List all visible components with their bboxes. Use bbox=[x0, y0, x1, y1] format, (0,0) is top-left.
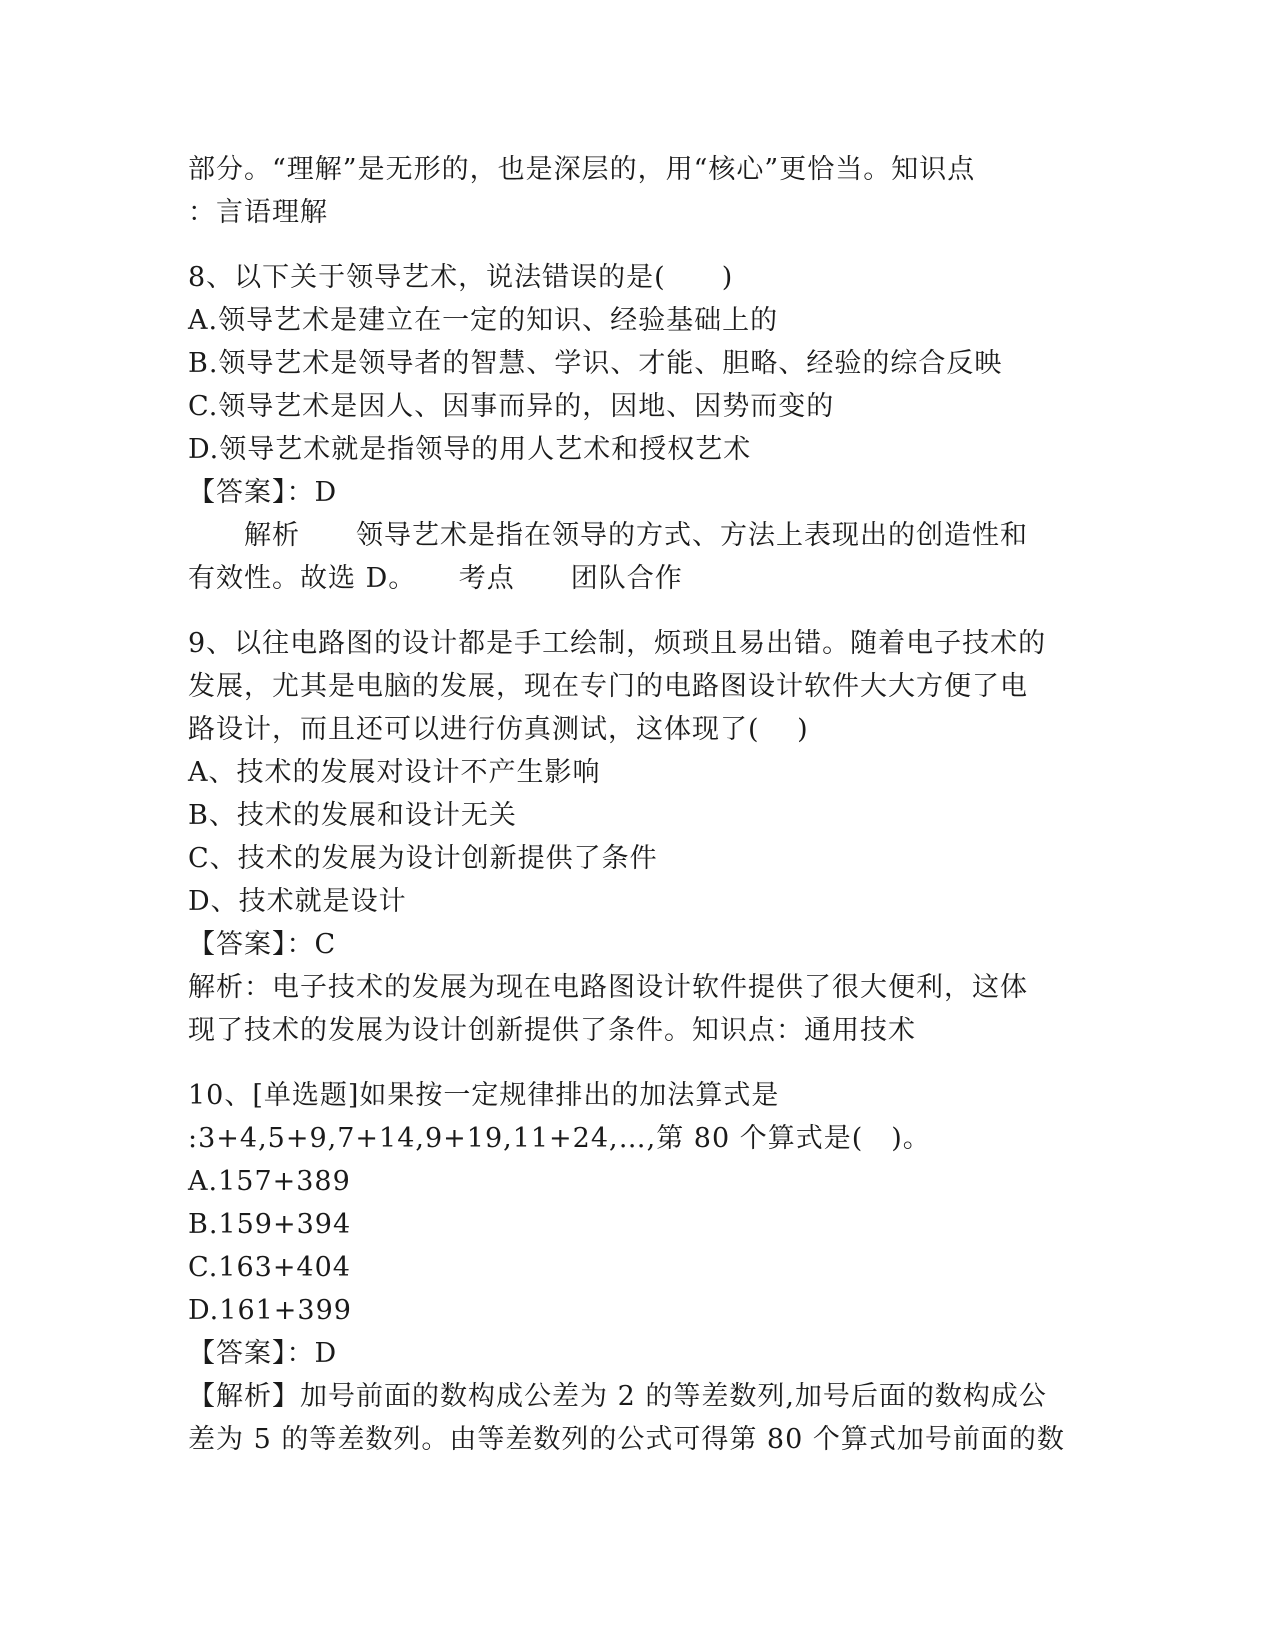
option-d: D.领导艺术就是指领导的用人艺术和授权艺术 bbox=[188, 434, 752, 465]
question-9 bbox=[188, 622, 1088, 1052]
option-b: B.159+394 bbox=[188, 1209, 352, 1240]
option-b: B、技术的发展和设计无关 bbox=[188, 800, 517, 831]
option-b: B.领导艺术是领导者的智慧、学识、才能、胆略、经验的综合反映 bbox=[188, 348, 1003, 379]
answer: 【答案】：D bbox=[188, 1338, 338, 1369]
explanation-line: 有效性。故选 D。 考点 团队合作 bbox=[188, 563, 683, 594]
question-text: 10、[单选题]如果按一定规律排出的加法算式是 bbox=[188, 1080, 780, 1111]
option-c: C.163+404 bbox=[188, 1252, 351, 1283]
question-text: 路设计，而且还可以进行仿真测试，这体现了( ) bbox=[188, 714, 809, 745]
explanation-line: 【解析】加号前面的数构成公差为 2 的等差数列,加号后面的数构成公 bbox=[188, 1381, 1047, 1412]
text-line: ：言语理解 bbox=[188, 197, 328, 228]
option-c: C、技术的发展为设计创新提供了条件 bbox=[188, 843, 658, 874]
document-page bbox=[188, 148, 1088, 1461]
previous-explanation bbox=[188, 148, 1088, 234]
explanation-line: 解析：电子技术的发展为现在电路图设计软件提供了很大便利，这体 bbox=[188, 972, 1028, 1003]
explanation-line: 解析 领导艺术是指在领导的方式、方法上表现出的创造性和 bbox=[188, 520, 1028, 551]
option-c: C.领导艺术是因人、因事而异的，因地、因势而变的 bbox=[188, 391, 835, 422]
answer: 【答案】：C bbox=[188, 929, 337, 960]
question-8 bbox=[188, 256, 1088, 600]
option-d: D.161+399 bbox=[188, 1295, 352, 1326]
question-text: 8、以下关于领导艺术，说法错误的是( ) bbox=[188, 262, 734, 293]
question-text: 发展，尤其是电脑的发展，现在专门的电路图设计软件大大方便了电 bbox=[188, 671, 1028, 702]
question-text: :3+4,5+9,7+14,9+19,11+24,…,第 80 个算式是( )。 bbox=[188, 1123, 931, 1154]
question-text: 9、以往电路图的设计都是手工绘制，烦琐且易出错。随着电子技术的 bbox=[188, 628, 1047, 659]
answer: 【答案】：D bbox=[188, 477, 338, 508]
question-10 bbox=[188, 1074, 1088, 1461]
explanation-line: 差为 5 的等差数列。由等差数列的公式可得第 80 个算式加号前面的数 bbox=[188, 1424, 1065, 1455]
explanation-line: 现了技术的发展为设计创新提供了条件。知识点：通用技术 bbox=[188, 1015, 916, 1046]
option-a: A.领导艺术是建立在一定的知识、经验基础上的 bbox=[188, 305, 779, 336]
text-line: 部分。“理解”是无形的，也是深层的，用“核心”更恰当。知识点 bbox=[188, 154, 976, 185]
option-a: A、技术的发展对设计不产生影响 bbox=[188, 757, 601, 788]
option-a: A.157+389 bbox=[188, 1166, 351, 1197]
option-d: D、技术就是设计 bbox=[188, 886, 407, 917]
